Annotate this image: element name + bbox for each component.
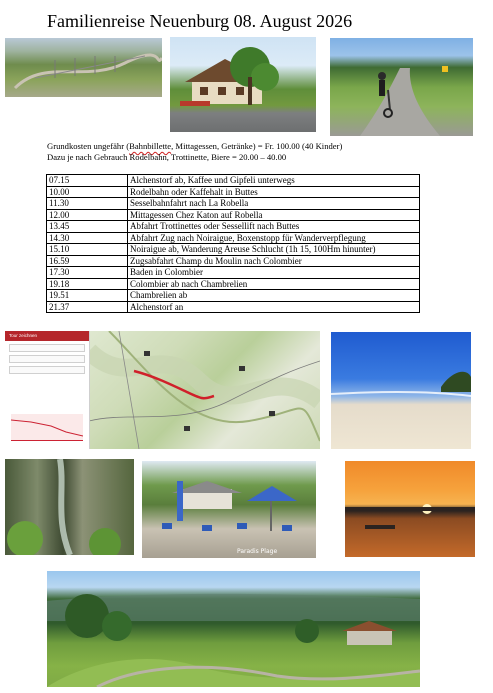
- robella-restaurant-photo: [170, 37, 316, 132]
- schedule-row: [47, 278, 420, 290]
- schedule-row: [47, 301, 420, 313]
- summer-toboggan-track-photo: [5, 38, 162, 97]
- schedule-time: 21.37: [47, 301, 128, 313]
- cost-line-extras: Dazu je nach Gebrauch Rodelbahn, Trottinette, Biere = 20.00 – 40.00: [47, 152, 287, 162]
- schedule-row: [47, 198, 420, 210]
- hiking-route-map: [5, 331, 320, 449]
- cost-line-basic: Grundkosten ungefähr (Bahnbillette, Mittagessen, Getränke) = Fr. 100.00 (40 Kinder): [47, 141, 343, 151]
- map-terrain: [89, 331, 320, 449]
- schedule-time: 16.59: [47, 255, 128, 267]
- schedule-activity: Abfahrt Trottinettes oder Sessellift nach Buttes: [128, 221, 420, 233]
- schedule-row: [47, 175, 420, 187]
- schedule-time: 12.00: [47, 209, 128, 221]
- cost-summary: [47, 141, 342, 163]
- schedule-activity: Sesselbahnfahrt nach La Robella: [128, 198, 420, 210]
- schedule-row: [47, 290, 420, 302]
- schedule-time: 15.10: [47, 244, 128, 256]
- map-input-row[interactable]: [9, 344, 85, 352]
- restaurant-watermark: Paradis Plage: [237, 548, 278, 555]
- map-input-row[interactable]: [9, 366, 85, 374]
- trottinette-rider-photo: [330, 38, 473, 136]
- schedule-activity: Alchenstorf an: [128, 301, 420, 313]
- map-input-row[interactable]: [9, 355, 85, 363]
- schedule-time: 11.30: [47, 198, 128, 210]
- areuse-gorge-photo: [5, 459, 134, 555]
- schedule-time: 19.18: [47, 278, 128, 290]
- map-side-panel: [5, 331, 90, 449]
- schedule-row: [47, 232, 420, 244]
- schedule-time: 14.30: [47, 232, 128, 244]
- schedule-row: [47, 244, 420, 256]
- elevation-profile-chart: [11, 414, 83, 441]
- schedule-row: [47, 255, 420, 267]
- schedule-time: 10.00: [47, 186, 128, 198]
- lake-sunset-photo: [345, 461, 475, 557]
- schedule-row: [47, 209, 420, 221]
- schedule-table: [46, 174, 420, 313]
- colombier-beach-photo: [331, 332, 471, 449]
- schedule-activity: Abfahrt Zug nach Noiraigue, Boxenstopp für Wanderverpflegung: [128, 232, 420, 244]
- schedule-activity: Rodelbahn oder Kaffehalt in Buttes: [128, 186, 420, 198]
- schedule-activity: Alchenstorf ab, Kaffee und Gipfeli unterwegs: [128, 175, 420, 187]
- schedule-activity: Mittagessen Chez Katon auf Robella: [128, 209, 420, 221]
- schedule-time: 17.30: [47, 267, 128, 279]
- schedule-row: [47, 186, 420, 198]
- schedule-time: 19.51: [47, 290, 128, 302]
- schedule-time: 07.15: [47, 175, 128, 187]
- page-title: Familienreise Neuenburg 08. August 2026: [47, 11, 353, 31]
- schedule-activity: Chambrelien ab: [128, 290, 420, 302]
- schedule-row: [47, 267, 420, 279]
- schedule-time: 13.45: [47, 221, 128, 233]
- lakeside-terrace-photo: [142, 461, 316, 558]
- schedule-activity: Zugsabfahrt Champ du Moulin nach Colombier: [128, 255, 420, 267]
- schedule-activity: Colombier ab nach Chambrelien: [128, 278, 420, 290]
- schedule-row: [47, 221, 420, 233]
- schedule-activity: Baden in Colombier: [128, 267, 420, 279]
- map-panel-title: Tour zeichnen: [5, 331, 89, 341]
- schedule-activity: Noiraigue ab, Wanderung Areuse Schlucht (1h 15, 100Hm hinunter): [128, 244, 420, 256]
- la-robella-panorama-photo: [47, 571, 420, 687]
